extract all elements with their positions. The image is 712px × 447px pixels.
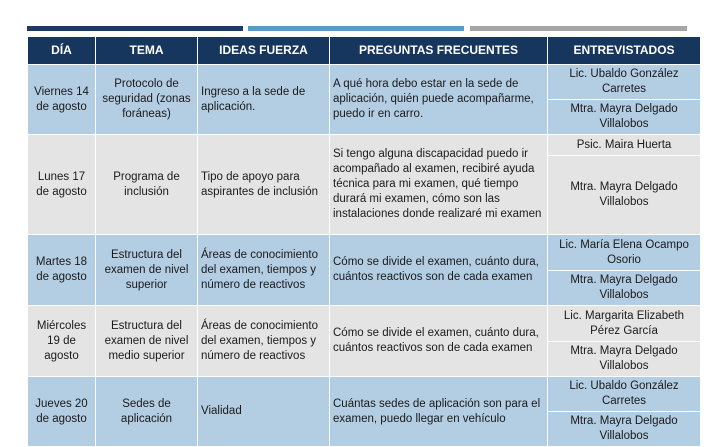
table-row	[28, 306, 701, 342]
cell-preguntas: Cuántas sedes de aplicación son para el examen, puedo llegar en vehículo	[330, 377, 548, 447]
cell-dia: Viernes 14 de agosto	[28, 65, 96, 135]
decorative-top-bars	[27, 26, 687, 32]
table-row	[28, 377, 701, 412]
cell-entrevistado: Mtra. Mayra Delgado Villalobos	[548, 342, 701, 377]
cell-tema: Sedes de aplicación	[96, 377, 198, 447]
cell-tema: Estructura del examen de nivel superior	[96, 235, 198, 306]
cell-preguntas: Cómo se divide el examen, cuánto dura, cuántos reactivos son de cada examen	[330, 306, 548, 377]
cell-entrevistado: Psic. Maira Huerta	[548, 135, 701, 156]
cell-entrevistado: Lic. Ubaldo González Carretes	[548, 377, 701, 412]
cell-ideas: Vialidad	[198, 377, 330, 447]
cell-preguntas: Cómo se divide el examen, cuánto dura, cuántos reactivos son de cada examen	[330, 235, 548, 306]
cell-dia: Jueves 20 de agosto	[28, 377, 96, 447]
table-row	[28, 235, 701, 271]
cell-ideas: Ingreso a la sede de aplicación.	[198, 65, 330, 135]
cell-tema: Estructura del examen de nivel medio superior	[96, 306, 198, 377]
cell-entrevistado: Mtra. Mayra Delgado Villalobos	[548, 271, 701, 306]
schedule-table	[27, 36, 701, 447]
header-tema: TEMA	[96, 37, 198, 65]
cell-entrevistado: Lic. María Elena Ocampo Osorio	[548, 235, 701, 271]
cell-preguntas: A qué hora debo estar en la sede de aplicación, quién puede acompañarme, puedo ir en carro.	[330, 65, 548, 135]
cell-entrevistado: Mtra. Mayra Delgado Villalobos	[548, 412, 701, 447]
table-row	[28, 65, 701, 100]
cell-ideas: Áreas de conocimiento del examen, tiempos y número de reactivos	[198, 235, 330, 306]
top-bar-dark-blue	[27, 26, 243, 31]
cell-tema: Protocolo de seguridad (zonas foráneas)	[96, 65, 198, 135]
cell-entrevistado: Lic. Margarita Elizabeth Pérez García	[548, 306, 701, 342]
top-bar-light-blue	[248, 26, 464, 31]
top-bar-gray	[470, 26, 687, 31]
cell-entrevistado: Mtra. Mayra Delgado Villalobos	[548, 100, 701, 135]
table-header-row	[28, 37, 701, 65]
cell-ideas: Tipo de apoyo para aspirantes de inclusión	[198, 135, 330, 235]
header-ideas-fuerza: IDEAS FUERZA	[198, 37, 330, 65]
table-row	[28, 135, 701, 156]
header-dia: DÍA	[28, 37, 96, 65]
cell-dia: Lunes 17 de agosto	[28, 135, 96, 235]
header-entrevistados: ENTREVISTADOS	[548, 37, 701, 65]
header-preguntas-frecuentes: PREGUNTAS FRECUENTES	[330, 37, 548, 65]
cell-entrevistado: Mtra. Mayra Delgado Villalobos	[548, 156, 701, 235]
cell-preguntas: Si tengo alguna discapacidad puedo ir acompañado al examen, recibiré ayuda técnica para mi examen, qué tiempo durará mi examen, cómo son las instalaciones donde realizaré mi examen	[330, 135, 548, 235]
cell-entrevistado: Lic. Ubaldo González Carretes	[548, 65, 701, 100]
cell-ideas: Áreas de conocimiento del examen, tiempos y número de reactivos	[198, 306, 330, 377]
cell-dia: Martes 18 de agosto	[28, 235, 96, 306]
cell-dia: Miércoles 19 de agosto	[28, 306, 96, 377]
cell-tema: Programa de inclusión	[96, 135, 198, 235]
